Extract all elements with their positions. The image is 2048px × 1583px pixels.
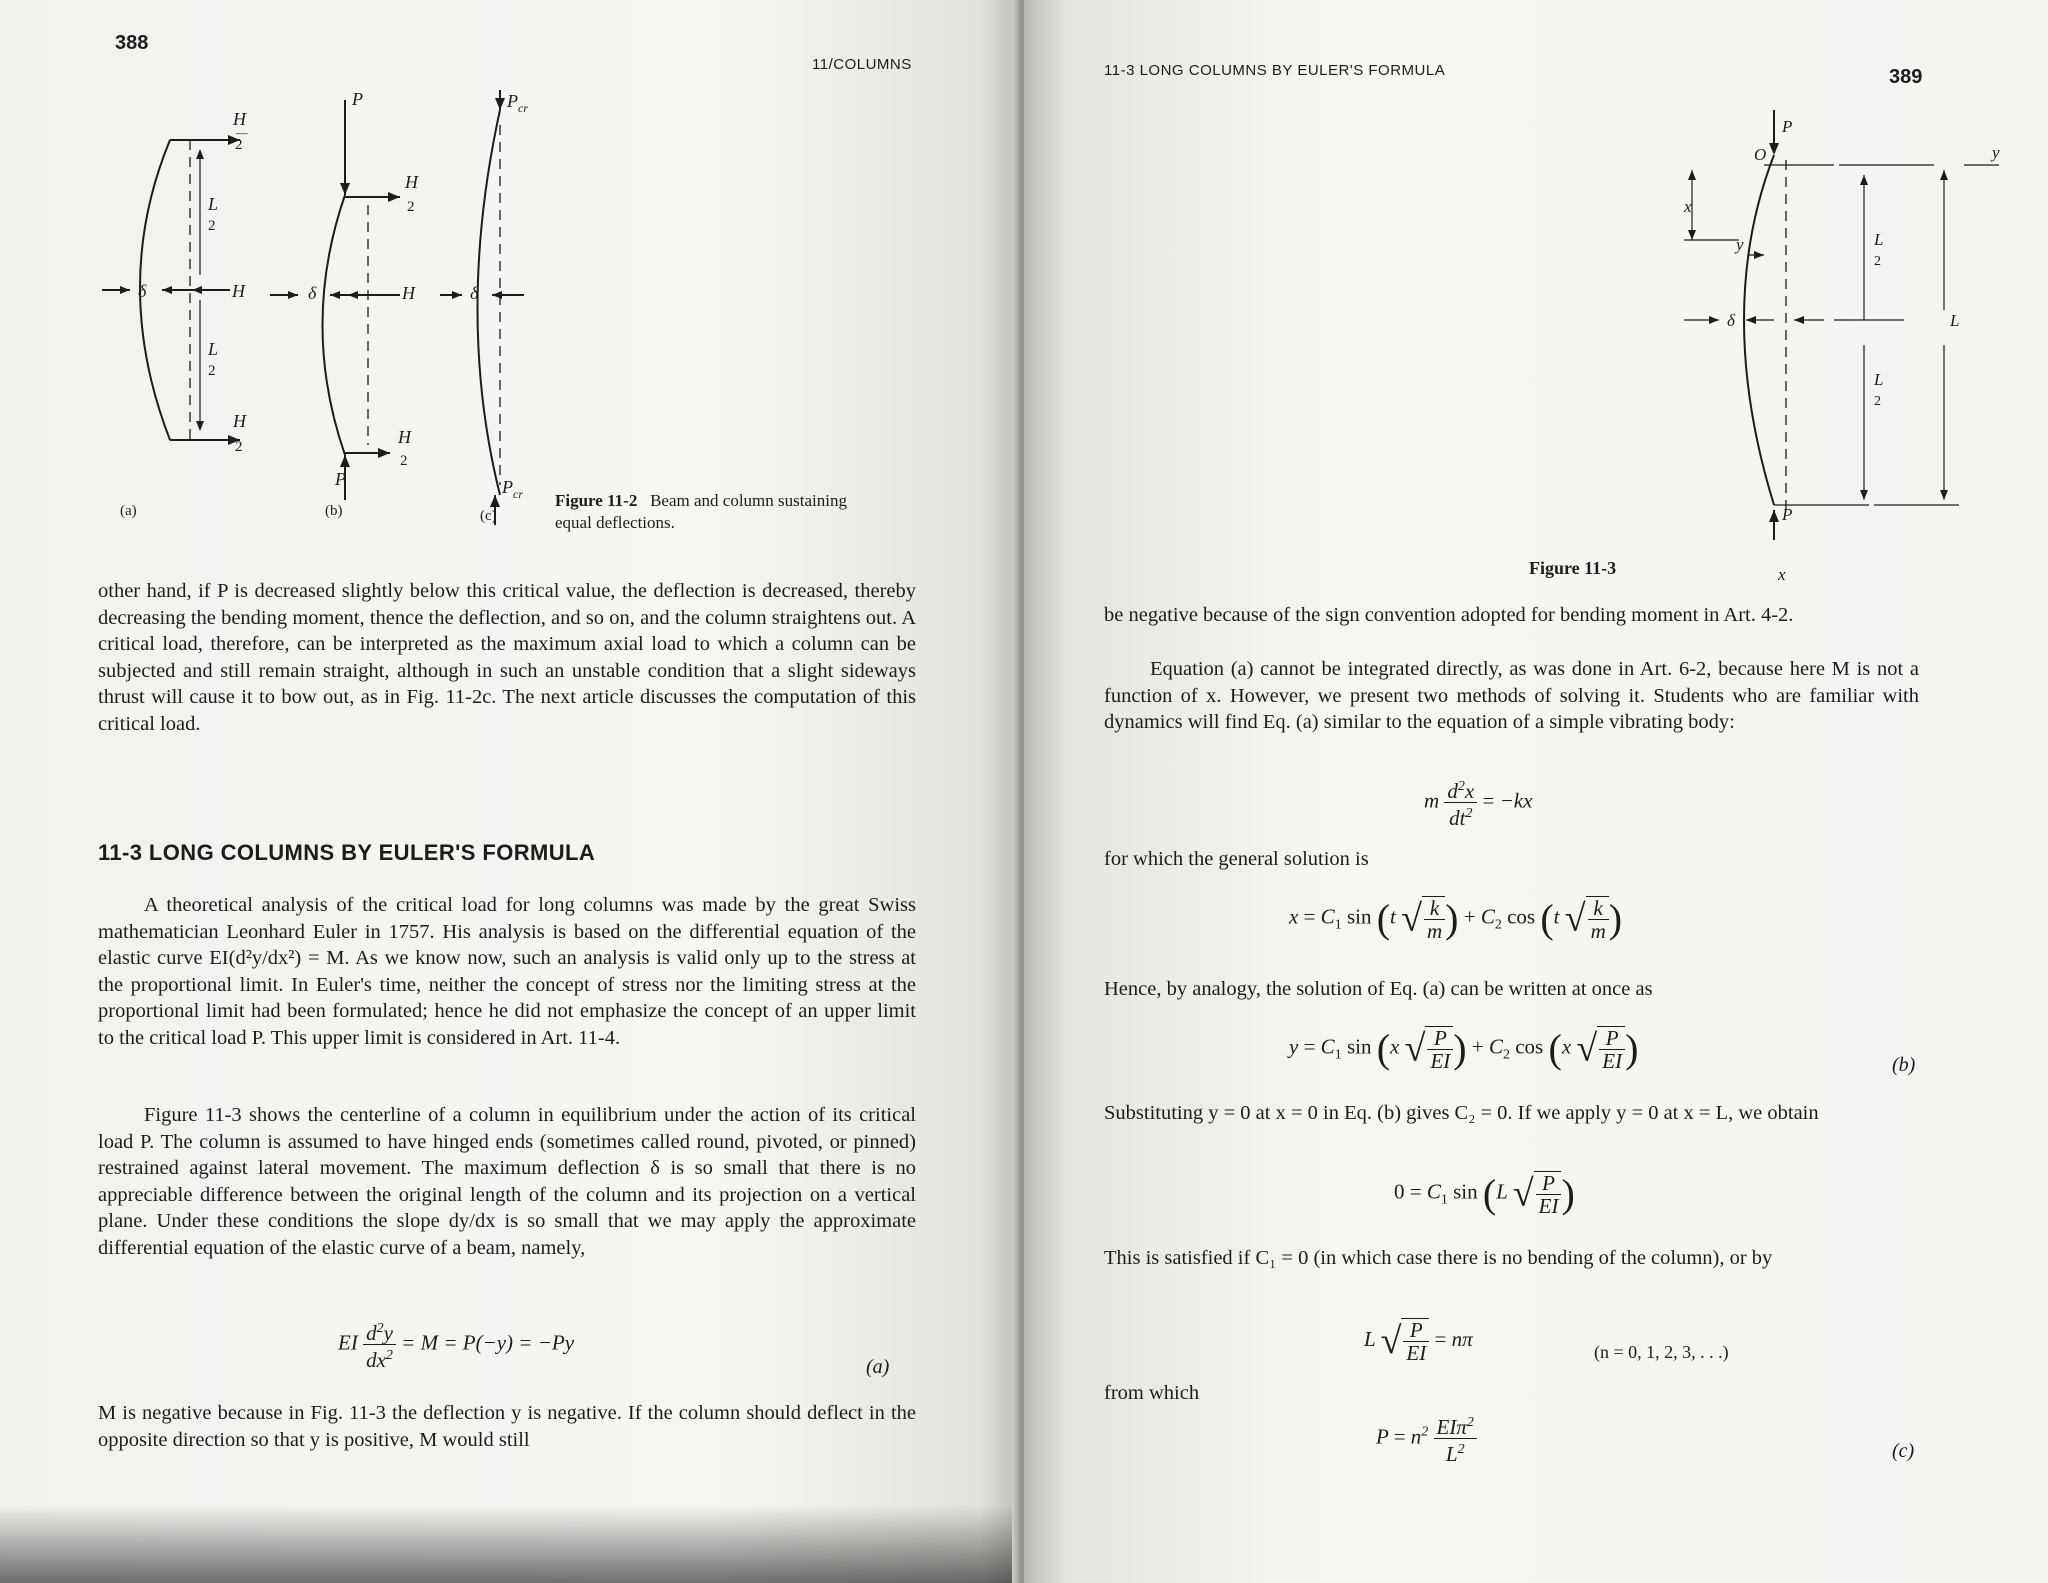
paragraph: A theoretical analysis of the critical load for long columns was made by the great Swiss mathematician Leonhard Euler in 1757. His analysis is based on the differential equation of the elastic curve EI(d²y/dx²) = M. As we know now, such an analysis is valid only up to the stress at the proportional limit. In Euler's time, neither the concept of stress nor the limiting stress at the proportional limit had been formulated; hence he did not emphasize the concept of an upper limit to the critical load P. This upper limit is considered in Art. 11-4. <box>98 894 916 1049</box>
paragraph: This is satisfied if C₁ = 0 (in which case there is no bending of the column), or by <box>1104 1247 1773 1269</box>
svg-text:H: H <box>233 411 246 431</box>
equation-a-rhs: = M = P(−y) = −Py <box>401 1330 575 1355</box>
paragraph: for which the general solution is <box>1104 848 1369 870</box>
svg-text:2: 2 <box>1874 254 1881 269</box>
caption-number: Figure 11-2 <box>555 491 638 510</box>
svg-text:H: H <box>398 427 411 447</box>
svg-text:δ: δ <box>138 281 147 301</box>
paragraph: Figure 11-3 shows the centerline of a column in equilibrium under the action of its critical load P. The column is assumed to have hinged ends (sometimes called round, pivoted, or pinned) restrained against lateral movement. The maximum deflection δ is so small that there is no appreciable difference between the original length of the column and its projection on a vertical plane. Under these conditions the slope dy/dx is so small that we may apply the approximate differential equation of the elastic curve of a beam, namely, <box>98 1104 916 1259</box>
figure-11-2 <box>100 85 920 540</box>
paragraph: Substituting y = 0 at x = 0 in Eq. (b) gives C₂ = 0. If we apply y = 0 at x = L, we obtain <box>1104 1102 1819 1124</box>
svg-text:cr: cr <box>513 487 523 501</box>
figure-11-2-caption <box>555 490 885 534</box>
svg-text:y: y <box>1736 235 1744 254</box>
equation-general-solution: $x = C_1$ sin (t √ $\frac{k}{m}$ ) + $C_2$ cos (t √ $\frac{k}{m}$ ) <box>1289 895 1623 943</box>
running-head: 11/COLUMNS <box>812 56 912 73</box>
svg-text:2: 2 <box>400 453 408 469</box>
equation-zero: $0 = C_1$ sin (L √ $\frac{P}{EI}$ ) <box>1394 1170 1575 1218</box>
equation-label: (c) <box>1892 1440 1915 1462</box>
svg-text:L: L <box>1950 311 1960 330</box>
figure-11-3-caption: Figure 11-3 <box>1529 558 1617 578</box>
right-page <box>1024 0 2048 1583</box>
svg-text:2: 2 <box>208 218 216 234</box>
svg-text:x: x <box>1684 197 1692 216</box>
paragraph: from which <box>1104 1382 1200 1404</box>
svg-text:L: L <box>1874 230 1884 249</box>
section-heading: 11-3 LONG COLUMNS BY EULER'S FORMULA <box>98 840 596 865</box>
panel-label-b: (b) <box>325 503 343 519</box>
svg-text:2: 2 <box>235 137 243 153</box>
svg-text:H: H <box>405 172 418 192</box>
svg-text:x: x <box>1778 565 1786 584</box>
svg-text:P: P <box>352 89 363 109</box>
equation-vibration: m $\frac{d^2x}{dt^2}$ = −kx <box>1424 776 1532 829</box>
equation-c: $P = n^2$ $\frac{EI\pi^2}{L^2}$ <box>1376 1412 1477 1465</box>
svg-text:P: P <box>1782 117 1793 136</box>
svg-text:H: H <box>402 283 415 303</box>
svg-text:L: L <box>208 194 219 214</box>
svg-text:P: P <box>335 469 346 489</box>
paragraph: M is negative because in Fig. 11-3 the deflection y is negative. If the column should deflect in the opposite direction so that y is positive, M would still <box>98 1402 916 1451</box>
svg-text:—: — <box>236 125 248 140</box>
svg-text:P: P <box>1782 505 1793 524</box>
svg-text:P: P <box>507 91 518 111</box>
svg-text:H: H <box>232 281 245 301</box>
svg-text:δ: δ <box>470 283 479 303</box>
paragraph: Equation (a) cannot be integrated directly, as was done in Art. 6-2, because here M is not a function of x. However, we present two methods of solving it. Students who are familiar with dynamics will find Eq. (a) similar to the equation of a simple vibrating body: <box>1104 658 1919 733</box>
equation-b: $y = C_1$ sin (x √ $\frac{P}{EI}$ ) + $C_2$ cos (x √ $\frac{P}{EI}$ ) <box>1289 1025 1639 1073</box>
svg-text:O: O <box>1754 145 1767 164</box>
panel-label-c: (c) <box>480 508 497 524</box>
running-head: 11-3 LONG COLUMNS BY EULER'S FORMULA <box>1104 62 1446 79</box>
page-number: 389 <box>1889 66 1923 88</box>
svg-text:cr: cr <box>518 101 528 115</box>
svg-text:δ: δ <box>308 283 317 303</box>
svg-text:L: L <box>1874 370 1884 389</box>
equation-label: (b) <box>1892 1054 1916 1076</box>
figure-11-3 <box>1664 110 2004 590</box>
svg-text:2: 2 <box>1874 394 1881 409</box>
n-range: (n = 0, 1, 2, 3, . . .) <box>1594 1342 1729 1362</box>
panel-label-a: (a) <box>120 503 137 519</box>
page-shadow <box>0 1505 1020 1583</box>
svg-text:δ: δ <box>1727 311 1735 330</box>
svg-text:2: 2 <box>235 439 243 455</box>
equation-nl: L √ $\frac{P}{EI}$ = nπ <box>1364 1318 1473 1365</box>
svg-text:L: L <box>208 339 219 359</box>
svg-text:H: H <box>233 109 246 129</box>
svg-text:2: 2 <box>407 199 415 215</box>
svg-text:y: y <box>1992 143 2000 162</box>
svg-text:P: P <box>502 477 513 497</box>
page-number: 388 <box>115 32 149 54</box>
paragraph: Hence, by analogy, the solution of Eq. (a) can be written at once as <box>1104 978 1653 1000</box>
equation-label: (a) <box>866 1356 890 1378</box>
left-page <box>0 0 1020 1583</box>
caption-text: Beam and column sustaining equal deflections. <box>555 491 847 532</box>
svg-text:2: 2 <box>208 363 216 379</box>
paragraph: other hand, if P is decreased slightly below this critical value, the deflection is decreased, thereby decreasing the bending moment, thence the deflection, and so on, and the column straightens out. A critical load, therefore, can be interpreted as the maximum axial load to which a column can be subjected and still remain straight, although in such an unstable condition that a slight sideways thrust will cause it to bow out, as in Fig. 11-2c. The next article discusses the computation of this critical load. <box>98 580 916 735</box>
equation-a: EI $\frac{d^2y}{dx^2}$ = M = P(−y) = −Py <box>338 1318 574 1371</box>
paragraph: be negative because of the sign convention adopted for bending moment in Art. 4-2. <box>1104 604 1794 626</box>
